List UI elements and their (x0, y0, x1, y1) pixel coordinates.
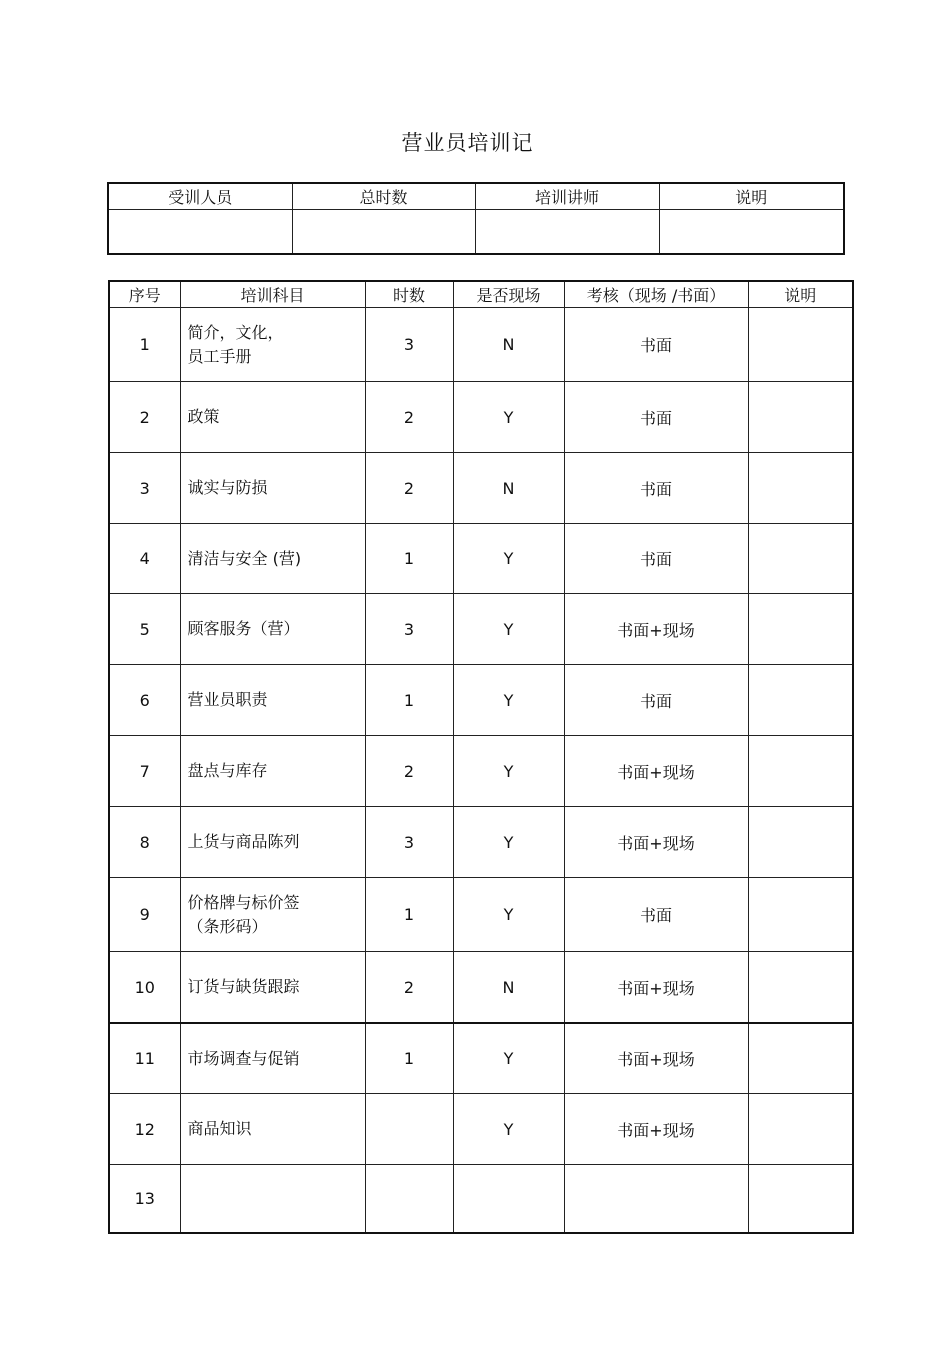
header-hours: 时数 (365, 281, 453, 308)
row-onsite-cell: Y (453, 878, 564, 952)
table-row (109, 594, 853, 665)
row-note-cell (748, 1094, 853, 1165)
row-subject-cell: 上货与商品陈列 (180, 807, 365, 878)
row-subject-cell: 商品知识 (180, 1094, 365, 1165)
row-note-cell (748, 453, 853, 524)
row-index-cell: 4 (109, 524, 180, 594)
table-row (109, 736, 853, 807)
row-onsite-cell: N (453, 453, 564, 524)
row-index-cell: 8 (109, 807, 180, 878)
table-row (109, 952, 853, 1024)
table-row (109, 807, 853, 878)
row-hours-cell: 1 (365, 878, 453, 952)
row-subject-cell (180, 1165, 365, 1234)
course-header-row (109, 281, 853, 308)
row-exam-cell: 书面+现场 (564, 1094, 748, 1165)
summary-header-row (108, 183, 844, 210)
table-row (109, 665, 853, 736)
row-index-cell: 6 (109, 665, 180, 736)
row-onsite-cell: Y (453, 1023, 564, 1094)
table-row (109, 524, 853, 594)
row-hours-cell: 2 (365, 382, 453, 453)
table-row (109, 308, 853, 382)
row-subject-cell: 价格牌与标价签 （条形码） (180, 878, 365, 952)
row-hours-cell (365, 1094, 453, 1165)
row-onsite-cell: Y (453, 524, 564, 594)
row-exam-cell: 书面 (564, 878, 748, 952)
row-note-cell (748, 594, 853, 665)
row-onsite-cell: Y (453, 736, 564, 807)
table-row (109, 878, 853, 952)
row-hours-cell: 1 (365, 524, 453, 594)
row-index-cell: 13 (109, 1165, 180, 1234)
row-exam-cell: 书面+现场 (564, 1023, 748, 1094)
summary-table (107, 182, 845, 255)
header-note: 说明 (748, 281, 853, 308)
row-note-cell (748, 308, 853, 382)
row-index-cell: 11 (109, 1023, 180, 1094)
row-subject-cell: 顾客服务（营） (180, 594, 365, 665)
course-table (108, 280, 854, 1234)
row-exam-cell: 书面+现场 (564, 594, 748, 665)
row-onsite-cell: Y (453, 807, 564, 878)
header-remarks: 说明 (659, 183, 844, 210)
header-onsite: 是否现场 (453, 281, 564, 308)
row-hours-cell: 2 (365, 952, 453, 1024)
row-note-cell (748, 1165, 853, 1234)
total-hours-cell[interactable] (292, 210, 475, 255)
header-trainee: 受训人员 (108, 183, 292, 210)
row-subject-cell: 市场调查与促销 (180, 1023, 365, 1094)
row-subject-cell: 简介，文化， 员工手册 (180, 308, 365, 382)
row-onsite-cell: N (453, 952, 564, 1024)
row-index-cell: 9 (109, 878, 180, 952)
row-index-cell: 3 (109, 453, 180, 524)
header-index: 序号 (109, 281, 180, 308)
trainer-cell[interactable] (475, 210, 659, 255)
row-subject-cell: 订货与缺货跟踪 (180, 952, 365, 1024)
row-index-cell: 1 (109, 308, 180, 382)
row-subject-cell: 政策 (180, 382, 365, 453)
row-subject-cell: 盘点与库存 (180, 736, 365, 807)
row-note-cell (748, 382, 853, 453)
header-subject: 培训科目 (180, 281, 365, 308)
row-onsite-cell (453, 1165, 564, 1234)
header-total-hours: 总时数 (292, 183, 475, 210)
header-exam: 考核（现场 /书面） (564, 281, 748, 308)
row-note-cell (748, 1023, 853, 1094)
table-row (109, 1023, 853, 1094)
table-row (109, 453, 853, 524)
row-exam-cell: 书面 (564, 382, 748, 453)
row-exam-cell: 书面 (564, 665, 748, 736)
row-hours-cell: 3 (365, 594, 453, 665)
row-onsite-cell: N (453, 308, 564, 382)
row-exam-cell: 书面+现场 (564, 807, 748, 878)
row-subject-cell: 营业员职责 (180, 665, 365, 736)
trainee-cell[interactable] (108, 210, 292, 255)
row-exam-cell: 书面+现场 (564, 952, 748, 1024)
row-index-cell: 12 (109, 1094, 180, 1165)
row-onsite-cell: Y (453, 665, 564, 736)
row-hours-cell: 3 (365, 308, 453, 382)
row-hours-cell: 1 (365, 665, 453, 736)
row-subject-cell: 清洁与安全 (营) (180, 524, 365, 594)
row-note-cell (748, 736, 853, 807)
row-onsite-cell: Y (453, 594, 564, 665)
table-row (109, 1165, 853, 1234)
row-hours-cell (365, 1165, 453, 1234)
row-hours-cell: 1 (365, 1023, 453, 1094)
table-row (109, 1094, 853, 1165)
row-note-cell (748, 878, 853, 952)
header-trainer: 培训讲师 (475, 183, 659, 210)
row-index-cell: 2 (109, 382, 180, 453)
row-note-cell (748, 665, 853, 736)
row-exam-cell: 书面 (564, 453, 748, 524)
row-exam-cell (564, 1165, 748, 1234)
row-note-cell (748, 524, 853, 594)
row-index-cell: 5 (109, 594, 180, 665)
row-onsite-cell: Y (453, 1094, 564, 1165)
row-hours-cell: 3 (365, 807, 453, 878)
row-subject-cell: 诚实与防损 (180, 453, 365, 524)
remarks-cell[interactable] (659, 210, 844, 255)
page-title: 营业员培训记 (401, 131, 534, 155)
row-note-cell (748, 807, 853, 878)
row-exam-cell: 书面+现场 (564, 736, 748, 807)
row-hours-cell: 2 (365, 736, 453, 807)
row-onsite-cell: Y (453, 382, 564, 453)
row-exam-cell: 书面 (564, 308, 748, 382)
table-row (109, 382, 853, 453)
row-hours-cell: 2 (365, 453, 453, 524)
row-exam-cell: 书面 (564, 524, 748, 594)
row-index-cell: 10 (109, 952, 180, 1024)
row-note-cell (748, 952, 853, 1024)
summary-value-row (108, 210, 844, 255)
row-index-cell: 7 (109, 736, 180, 807)
